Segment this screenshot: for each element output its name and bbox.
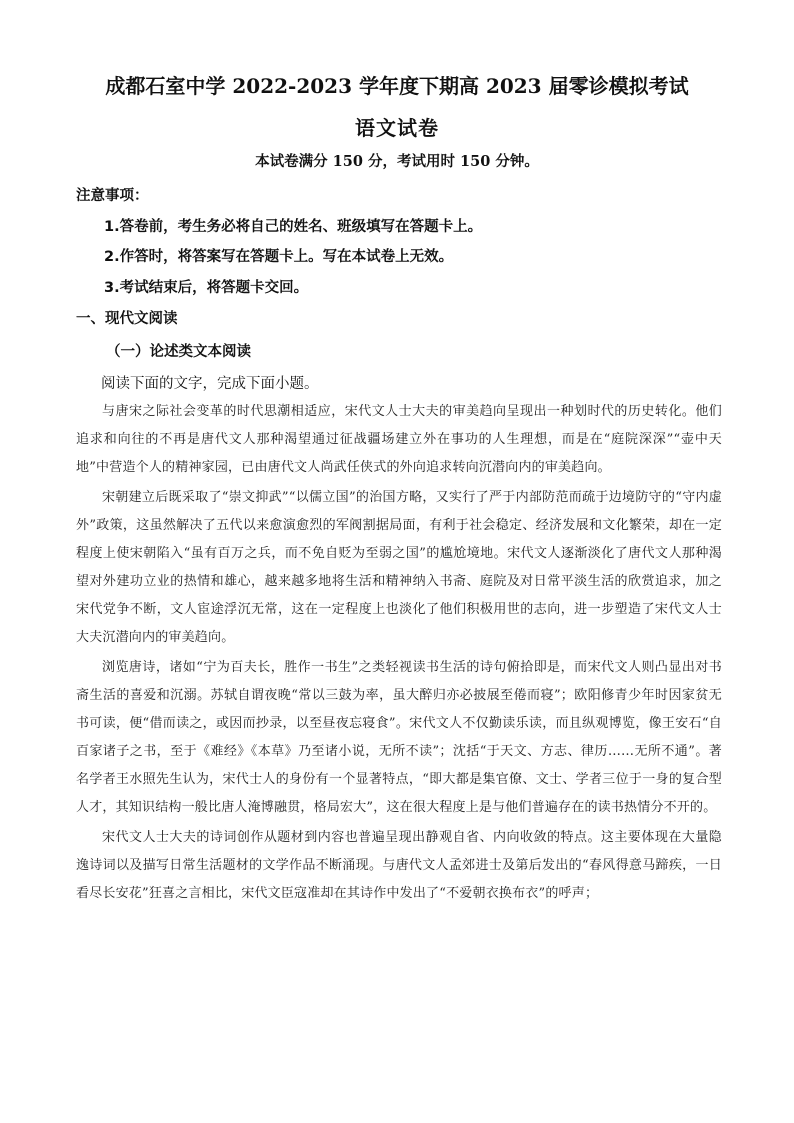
exam-title: 成都石室中学 2022-2023 学年度下期高 2023 届零诊模拟考试 — [105, 74, 689, 98]
notice-heading: 注意事项： — [76, 188, 149, 204]
passage-paragraph-3: 浏览唐诗，诸如“宁为百夫长，胜作一书生”之类轻视读书生活的诗句俯拾即是，而宋代文人则凸显出对书斋生活的喜爱和沉溺。苏轼自谓夜晚“常以三鼓为率，虽大醉归亦必披展至倦而寝”；欧阳修青少年时因家贫无书可读，便“借而读之，或因而抄录，以至昼夜忘寝食”。宋代文人不仅勤读乐读，而且纵观博览，像王安石“自百家诸子之书，至于《难经》《本草》乃至诸小说，无所不读”；沈括“于天文、方志、律历……无所不通”。著名学者王水照先生认为，宋代士人的身份有一个显著特点，“即大都是集官僚、文士、学者三位于一身的复合型人才，其知识结构一般比唐人淹博融贯，格局宏大”，这在很大程度上是与他们普遍存在的读书热情分不开的。 — [76, 660, 722, 815]
reading-passage — [76, 398, 722, 910]
notice-item-1: 1.答卷前，考生务必将自己的姓名、班级填写在答题卡上。 — [104, 219, 483, 235]
passage-paragraph-4: 宋代文人士大夫的诗词创作从题材到内容也普遍呈现出静观自省、内向收敛的特点。这主要体现在大量隐逸诗词以及描写日常生活题材的文学作品不断涌现。与唐代文人孟郊进士及第后发出的“春风得意马蹄疾，一日看尽长安花”狂喜之言相比，宋代文臣寇准却在其诗作中发出了“不爱朝衣换布衣”的呼声； — [76, 830, 722, 901]
notice-item-3: 3.考试结束后，将答题卡交回。 — [104, 280, 309, 296]
passage-paragraph-2: 宋朝建立后既采取了“崇文抑武”“以儒立国”的治国方略，又实行了严于内部防范而疏于边境防守的“守内虚外”政策，这虽然解决了五代以来愈演愈烈的军阀割据局面，有利于社会稳定、经济发展和文化繁荣，却在一定程度上使宋朝陷入“虽有百万之兵，而不免自贬为至弱之国”的尴尬境地。宋代文人逐渐淡化了唐代文人那种渴望对外建功立业的热情和雄心，越来越多地将生活和精神纳入书斋、庭院及对日常平淡生活的欣赏追求，加之宋代党争不断，文人宦途浮沉无常，这在一定程度上也淡化了他们积极用世的志向，进一步塑造了宋代文人士大夫沉潜向内的审美趋向。 — [76, 490, 722, 645]
passage-paragraph-1: 与唐宋之际社会变革的时代思潮相适应，宋代文人士大夫的审美趋向呈现出一种划时代的历史转化。他们追求和向往的不再是唐代文人那种渴望通过征战疆场建立外在事功的人生理想，而是在“庭院深深”“壶中天地”中营造个人的精神家园，已由唐代文人尚武任侠式的外向追求转向沉潜向内的审美趋向。 — [76, 404, 722, 475]
subsection-heading: （一）论述类文本阅读 — [106, 344, 251, 360]
subject-title: 语文试卷 — [355, 116, 439, 140]
reading-instruction: 阅读下面的文字，完成下面小题。 — [101, 376, 319, 392]
exam-info: 本试卷满分 150 分，考试用时 150 分钟。 — [255, 153, 539, 170]
notice-item-2: 2.作答时，将答案写在答题卡上。写在本试卷上无效。 — [104, 249, 454, 265]
section-heading: 一、现代文阅读 — [76, 311, 178, 327]
